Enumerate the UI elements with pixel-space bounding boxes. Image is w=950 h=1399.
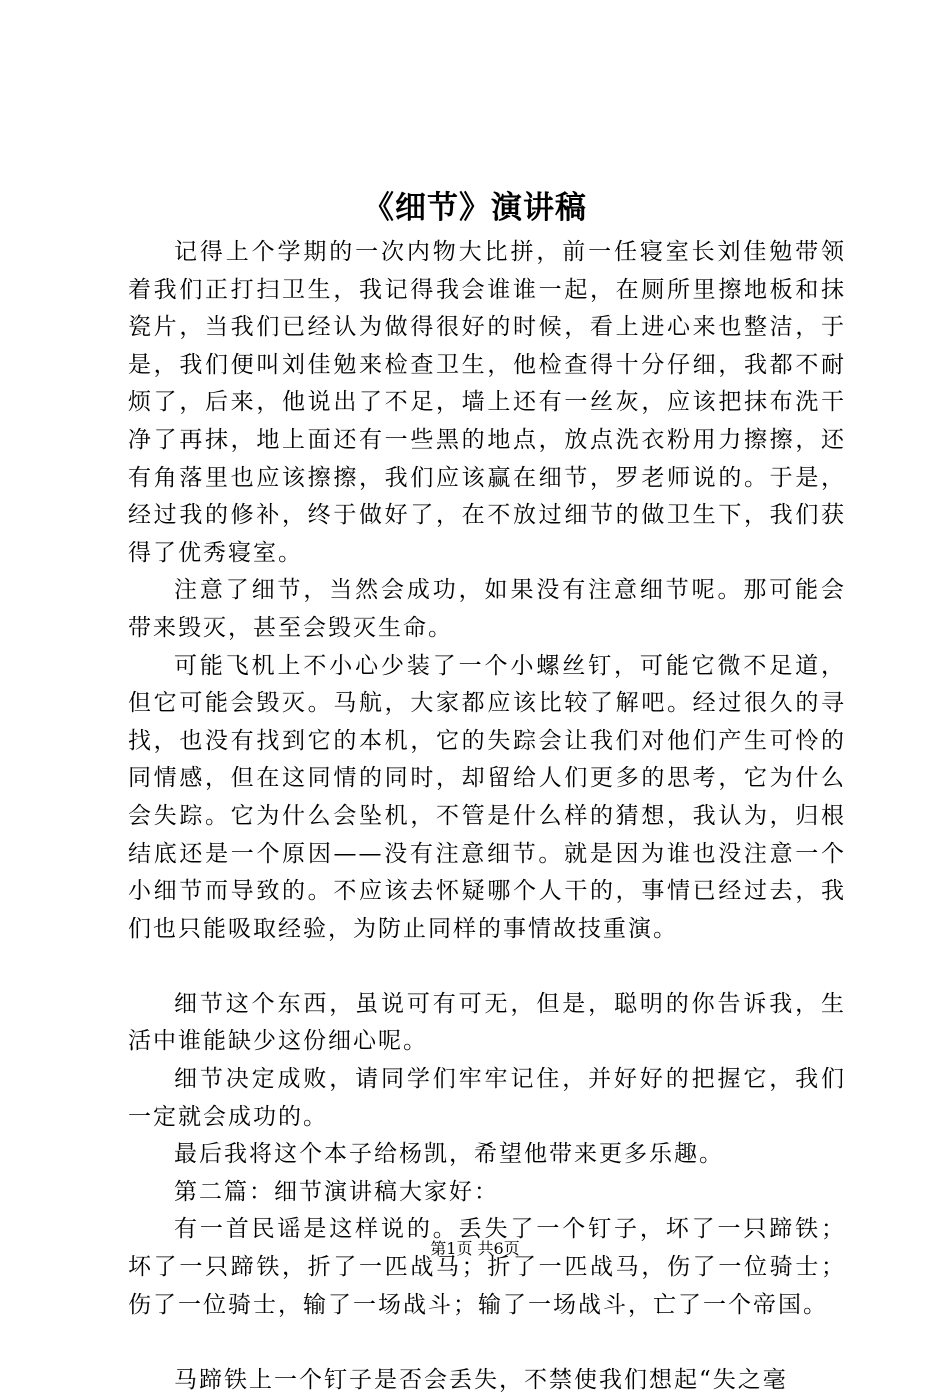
section-heading: 第二篇：细节演讲稿大家好： bbox=[174, 1178, 499, 1205]
paragraph: 可能飞机上不小心少装了一个小螺丝钉，可能它微不足道，但它可能会毁灭。马航，大家都应该比较了解吧。经过很久的寻找，也没有找到它的本机，它的失踪会让我们对他们产生可怜的同情感，但在这同情的同时，却留给人们更多的思考，它为什么会失踪。它为什么会坠机，不管是什么样的猜想，我认为，归根结底还是一个原因——没有注意细节。就是因为谁也没注意一个小细节而导致的。不应该去怀疑哪个人干的，事情已经过去，我们也只能吸取经验，为防止同样的事情故技重演。 bbox=[128, 652, 846, 942]
document-body bbox=[128, 234, 846, 1399]
paragraph: 细节这个东西，虽说可有可无，但是，聪明的你告诉我，生活中谁能缺少这份细心呢。 bbox=[128, 990, 846, 1055]
paragraph: 最后我将这个本子给杨凯，希望他带来更多乐趣。 bbox=[174, 1141, 724, 1168]
paragraph: 有一首民谣是这样说的。丢失了一个钉子，坏了一只蹄铁；坏了一只蹄铁，折了一匹战马；折了一匹战马，伤了一位骑士；伤了一位骑士，输了一场战斗；输了一场战斗，亡了一个帝国。 bbox=[128, 1216, 846, 1318]
paragraph: 注意了细节，当然会成功，如果没有注意细节呢。那可能会带来毁灭，甚至会毁灭生命。 bbox=[128, 577, 846, 641]
paragraph: 记得上个学期的一次内物大比拼，前一任寝室长刘佳勉带领着我们正打扫卫生，我记得我会谁谁一起，在厕所里擦地板和抹瓷片，当我们已经认为做得很好的时候，看上进心来也整洁，于是，我们便叫刘佳勉来检查卫生，他检查得十分仔细，我都不耐烦了，后来，他说出了不足，墙上还有一丝灰，应该把抹布洗干净了再抹，地上面还有一些黑的地点，放点洗衣粉用力擦擦，还有角落里也应该擦擦，我们应该赢在细节，罗老师说的。于是，经过我的修补，终于做好了，在不放过细节的做卫生下，我们获得了优秀寝室。 bbox=[128, 239, 846, 566]
paragraph: 马蹄铁上一个钉子是否会丢失，不禁使我们想起“失之毫 bbox=[174, 1366, 788, 1393]
document-title: 《细节》演讲稿 bbox=[363, 190, 587, 226]
page-number-footer: 第1页 共6页 bbox=[430, 1239, 520, 1258]
paragraph: 细节决定成败，请同学们牢牢记住，并好好的把握它，我们一定就会成功的。 bbox=[128, 1066, 846, 1130]
